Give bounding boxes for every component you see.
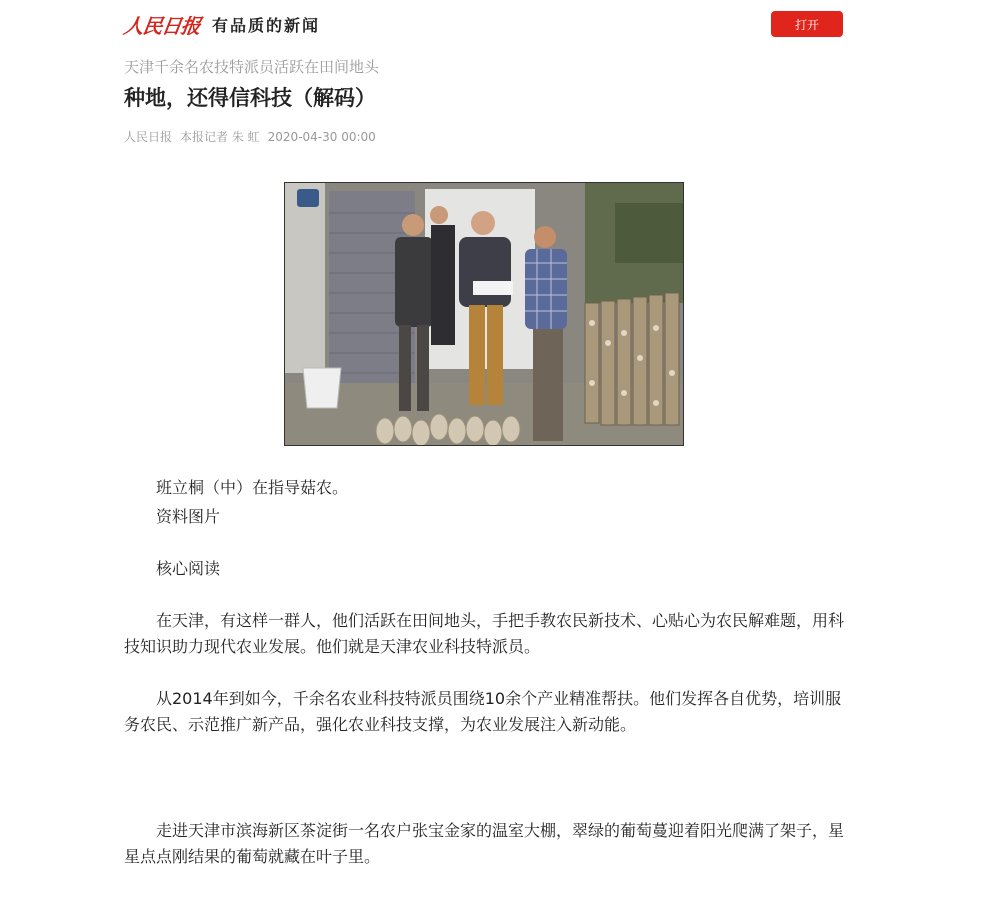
brand-logo[interactable] xyxy=(124,8,320,40)
paragraph: 从2014年到如今，千余名农业科技特派员围绕10余个产业精准帮扶。他们发挥各自优势，培训服务农民、示范推广新产品，强化农业科技支撑，为农业发展注入新动能。 xyxy=(124,689,842,734)
photo-caption: 班立桐（中）在指导菇农。 xyxy=(156,478,349,497)
paragraph: 走进天津市滨海新区茶淀街一名农户张宝金家的温室大棚，翠绿的葡萄蔓迎着阳光爬满了架子，星星点点刚结果的葡萄就藏在叶子里。 xyxy=(124,821,845,866)
top-bar xyxy=(0,0,982,48)
logo-slogan: 有品质的新闻 xyxy=(212,15,321,35)
article-body xyxy=(124,475,844,870)
article-meta xyxy=(124,128,844,146)
section-heading: 核心阅读 xyxy=(156,559,221,578)
meta-source: 人民日报 xyxy=(124,130,173,144)
open-app-button[interactable]: 打开 xyxy=(771,11,843,37)
photo-container xyxy=(124,182,844,446)
meta-datetime: 2020-04-30 00:00 xyxy=(267,130,376,144)
article xyxy=(124,56,844,870)
article-subtitle: 天津千余名农技特派员活跃在田间地头 xyxy=(124,58,380,76)
logo-mark: 人民日报 xyxy=(122,13,202,38)
photo-credit: 资料图片 xyxy=(156,507,221,526)
article-title: 种地，还得信科技（解码） xyxy=(124,86,376,110)
paragraph: 在天津，有这样一群人，他们活跃在田间地头，手把手教农民新技术、心贴心为农民解难题，用科技知识助力现代农业发展。他们就是天津农业科技特派员。 xyxy=(124,611,845,656)
meta-author: 本报记者 朱 虹 xyxy=(180,130,260,144)
article-photo[interactable] xyxy=(284,182,684,446)
photo-illustration xyxy=(285,183,683,445)
